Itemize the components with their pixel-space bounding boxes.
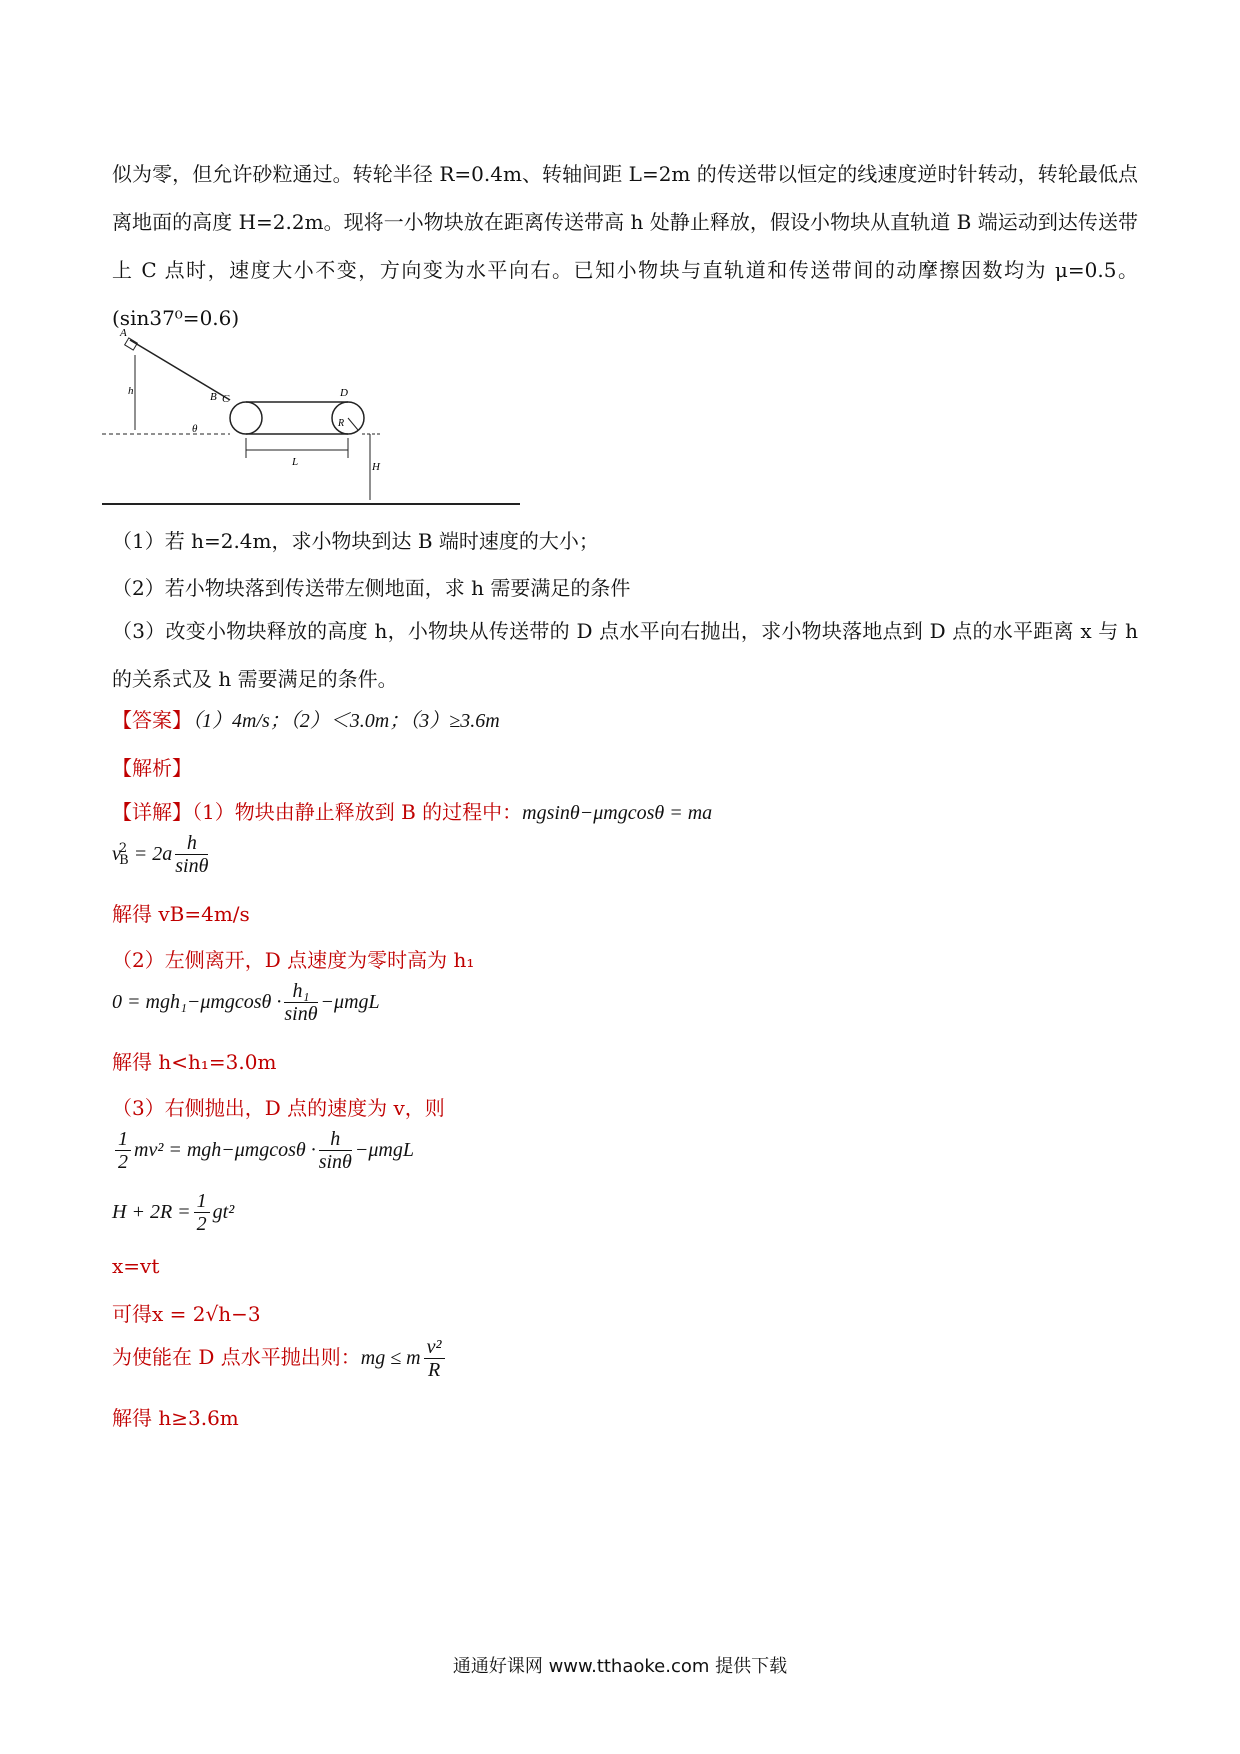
label-B: B [210,391,217,403]
equation-2: $v^2_B = 2a$ $\frac{h}{\sin\theta}$ [112,832,209,877]
question-2: （2）若小物块落到传送带左侧地面，求 h 需要满足的条件 [112,576,631,600]
label-L: L [292,456,299,468]
result-2: 解得 h<h₁=3.0m [112,1050,277,1074]
answer-line [112,704,500,733]
detail-tag: 【详解】 [112,800,192,824]
answer-tag: 【答案】 [112,708,192,732]
equation-6: x=vt [112,1254,160,1278]
result-3: 可得x = 2√h−3 [112,1302,261,1326]
detail-step1-text: （1）物块由静止释放到 B 的过程中： [192,800,523,824]
label-H: H [372,461,380,473]
equation-1: mgsinθ−μmgcosθ = ma [522,802,713,824]
equation-3: 0 = mgh₁−μmgcosθ · $\frac{\text{h₁}}{\sin\theta}$ −μmgL [112,980,380,1025]
label-h: h [128,385,134,397]
label-R: R [338,418,345,429]
result-4: 解得 h≥3.6m [112,1406,239,1430]
label-C: C [222,393,230,405]
label-theta: θ [192,423,198,435]
detail-step2: （2）左侧离开，D 点速度为零时高为 h₁ [112,948,475,972]
question-1: （1）若 h=2.4m，求小物块到达 B 端时速度的大小； [112,529,599,553]
detail-step4: 为使能在 D 点水平抛出则：mg ≤ m $\frac{\text{v²}}{R}$ [112,1336,448,1381]
problem-intro: 似为零，但允许砂粒通过。转轮半径 R=0.4m、转轴间距 L=2m 的传送带以恒定的线速度逆时针转动，转轮最低点离地面的高度 H=2.2m。现将一小物块放在距离传送带高 h 处静止释放，假设小物块从直轨道 B 端运动到达传送带上 C 点时，速度大小不变，方向变为水平向右。已知小物块与直轨道和传送带间的动摩擦因数均为 μ=0.5。(sin37⁰=0.6) [112,162,1138,330]
answer-text: （1）4m/s；（2）＜3.0m；（3）≥3.6m [192,710,500,732]
equation-4: $\frac{1}{2}$ mv² = mgh−μmgcosθ · $\frac{h}{\sin\theta}$ −μmgL [112,1128,414,1173]
analysis-tag: 【解析】 [112,756,192,780]
result-1: 解得 vB=4m/s [112,902,250,926]
detail-step3: （3）右侧抛出，D 点的速度为 v，则 [112,1096,445,1120]
page-footer: 通通好课网 www.tthaoke.com 提供下载 [452,1656,788,1677]
equation-5: H + 2R = $\frac{1}{2}$ gt² [112,1190,235,1235]
label-A: A [120,327,127,339]
label-D: D [340,387,348,399]
question-3: （3）改变小物块释放的高度 h，小物块从传送带的 D 点水平向右抛出，求小物块落地点到 D 点的水平距离 x 与 h 的关系式及 h 需要满足的条件。 [112,619,1138,691]
detail-step1 [112,796,712,825]
